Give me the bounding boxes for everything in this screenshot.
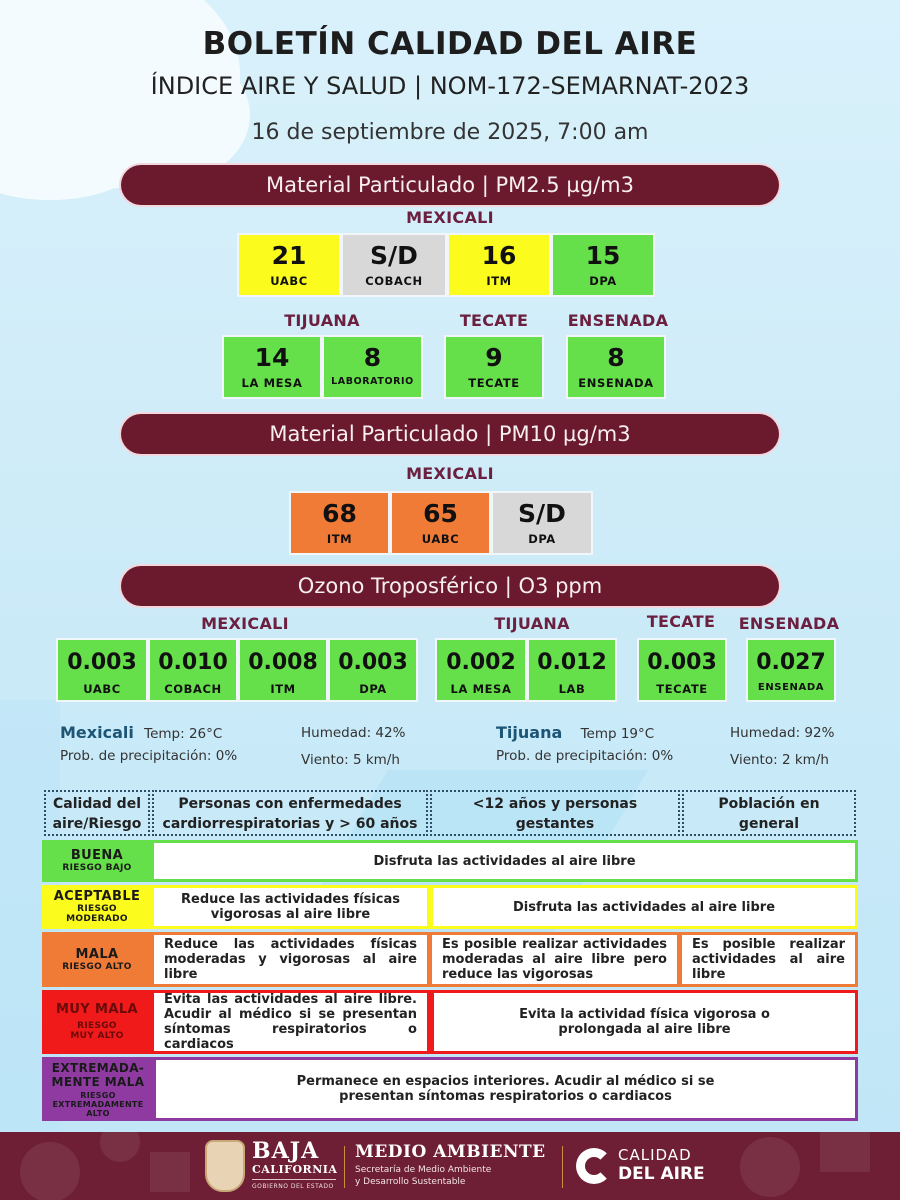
page-subtitle: ÍNDICE AIRE Y SALUD | NOM-172-SEMARNAT-2023 xyxy=(150,72,750,100)
risk-row-buena xyxy=(42,840,858,882)
ma-logo-title: MEDIO AMBIENTE xyxy=(355,1142,546,1162)
o3-city-ensenada: ENSENADA xyxy=(738,614,840,633)
bc-coat-of-arms-icon xyxy=(205,1140,245,1192)
weather-temp-mexicali: Temp: 26°C xyxy=(144,726,223,742)
footer-separator xyxy=(562,1146,563,1188)
o3-city-tecate: TECATE xyxy=(646,612,716,631)
pm25-station-itm: 16 ITM xyxy=(447,233,551,297)
risk-label-muy-mala: MUY MALA RIESGO MUY ALTO xyxy=(56,1002,138,1041)
o3-station-uabc: 0.003 UABC xyxy=(56,638,148,702)
pm25-city-tecate: TECATE xyxy=(459,311,529,330)
pm25-city-ensenada: ENSENADA xyxy=(567,311,669,330)
weather-mexicali xyxy=(60,723,222,742)
weather-temp-tijuana: Temp 19°C xyxy=(580,726,655,742)
pm25-station-uabc: 21 UABC xyxy=(237,233,341,297)
o3-station-cobach: 0.010 COBACH xyxy=(148,638,238,702)
o3-section-band: Ozono Troposférico | O3 ppm xyxy=(121,566,779,606)
footer-pattern xyxy=(820,1132,870,1172)
pm10-city-mexicali: MEXICALI xyxy=(406,464,494,483)
o3-station-itm: 0.008 ITM xyxy=(238,638,328,702)
o3-city-mexicali: MEXICALI xyxy=(201,614,289,633)
risk-row-mala xyxy=(42,932,858,987)
bc-logo-line1: BAJA xyxy=(252,1138,320,1164)
risk-advice-mala-children: Es posible realizar actividades moderadas al aire libre pero reduce las vigorosas xyxy=(432,935,677,984)
weather-humidity-tijuana: Humedad: 92% xyxy=(730,725,835,741)
footer-banner xyxy=(0,1132,900,1200)
pm25-station-la-mesa: 14 LA MESA xyxy=(222,335,322,399)
table-header-quality: Calidad del aire/Riesgo xyxy=(44,790,150,836)
risk-advice-mala-general: Es posible realizar actividades al aire libre xyxy=(682,935,855,984)
o3-station-la-mesa: 0.002 LA MESA xyxy=(435,638,527,702)
risk-advice-muy-mala-others: Evita la actividad física vigorosa o prolongada al aire libre xyxy=(434,993,855,1051)
pm10-station-itm: 68 ITM xyxy=(289,491,390,555)
pm25-city-mexicali: MEXICALI xyxy=(406,208,494,227)
bc-logo-line2: CALIFORNIA xyxy=(252,1163,338,1176)
risk-label-buena: BUENA RIESGO BAJO xyxy=(62,848,132,873)
pm25-station-laboratorio: 8 LABORATORIO xyxy=(322,335,423,399)
o3-station-tecate: 0.003 TECATE xyxy=(637,638,727,702)
risk-advice-aceptable-sensitive: Reduce las actividades físicas vigorosas al aire libre xyxy=(154,888,427,926)
pm25-station-ensenada: 8 ENSENADA xyxy=(566,335,666,399)
weather-city-mexicali: Mexicali xyxy=(60,723,134,742)
risk-label-mala: MALA RIESGO ALTO xyxy=(62,946,132,972)
table-header-cardio: Personas con enfermedades cardiorrespiratorias y > 60 años xyxy=(152,790,428,836)
table-header-general: Población en general xyxy=(682,790,856,836)
weather-wind-tijuana: Viento: 2 km/h xyxy=(730,752,829,768)
o3-station-dpa: 0.003 DPA xyxy=(328,638,418,702)
risk-advice-muy-mala-cardio: Evita las actividades al aire libre. Acudir al médico si se presentan síntomas respiratorios o cardiacos xyxy=(154,993,427,1051)
footer-pattern xyxy=(150,1152,190,1192)
risk-advice-buena-all: Disfruta las actividades al aire libre xyxy=(154,843,855,879)
pm10-station-uabc: 65 UABC xyxy=(390,491,491,555)
risk-label-extremadamente-mala: EXTREMADA-MENTE MALA RIESGO EXTREMADAMENTE ALTO xyxy=(51,1060,145,1118)
pm25-station-tecate: 9 TECATE xyxy=(444,335,544,399)
footer-pattern xyxy=(740,1137,800,1197)
table-header-children: <12 años y personas gestantes xyxy=(430,790,680,836)
pm25-station-dpa: 15 DPA xyxy=(551,233,655,297)
ca-logo-line2: DEL AIRE xyxy=(618,1164,705,1184)
pm25-station-cobach: S/D COBACH xyxy=(341,233,447,297)
pm25-section-band: Material Particulado | PM2.5 µg/m3 xyxy=(121,165,779,205)
weather-precip-mexicali: Prob. de precipitación: 0% xyxy=(60,748,238,764)
footer-pattern xyxy=(20,1142,80,1200)
risk-label-aceptable: ACEPTABLE RIESGO MODERADO xyxy=(53,889,141,924)
calidad-aire-logo-icon xyxy=(576,1148,612,1184)
footer-separator xyxy=(344,1146,345,1188)
bc-logo-divider xyxy=(252,1179,336,1180)
risk-advice-extremadamente-mala-all: Permanece en espacios interiores. Acudir al médico si se presentan síntomas respiratorios o cardiacos xyxy=(156,1060,855,1118)
risk-row-aceptable xyxy=(42,885,858,929)
bc-logo-line3: GOBIERNO DEL ESTADO xyxy=(252,1183,334,1190)
bulletin-date: 16 de septiembre de 2025, 7:00 am xyxy=(251,120,649,145)
weather-precip-tijuana: Prob. de precipitación: 0% xyxy=(496,748,674,764)
o3-station-ensenada: 0.027 ENSENADA xyxy=(746,638,836,702)
weather-city-tijuana: Tijuana xyxy=(496,723,563,742)
footer-pattern xyxy=(100,1132,140,1162)
o3-city-tijuana: TIJUANA xyxy=(494,614,570,633)
pm10-station-dpa: S/D DPA xyxy=(491,491,593,555)
weather-humidity-mexicali: Humedad: 42% xyxy=(301,725,406,741)
risk-advice-mala-cardio: Reduce las actividades físicas moderadas y vigorosas al aire libre xyxy=(154,935,427,984)
risk-advice-aceptable-others: Disfruta las actividades al aire libre xyxy=(433,888,855,926)
risk-row-extremadamente-mala xyxy=(42,1057,858,1121)
pm25-city-tijuana: TIJUANA xyxy=(284,311,360,330)
ma-logo-line1: Secretaría de Medio Ambiente xyxy=(355,1165,492,1175)
o3-station-lab: 0.012 LAB xyxy=(527,638,617,702)
pm10-section-band: Material Particulado | PM10 µg/m3 xyxy=(121,414,779,454)
weather-wind-mexicali: Viento: 5 km/h xyxy=(301,752,400,768)
weather-tijuana xyxy=(496,723,654,742)
risk-row-muy-mala xyxy=(42,990,858,1054)
ma-logo-line2: y Desarrollo Sustentable xyxy=(355,1177,466,1187)
ca-logo-line1: CALIDAD xyxy=(618,1146,692,1164)
page-title: BOLETÍN CALIDAD DEL AIRE xyxy=(202,26,698,62)
